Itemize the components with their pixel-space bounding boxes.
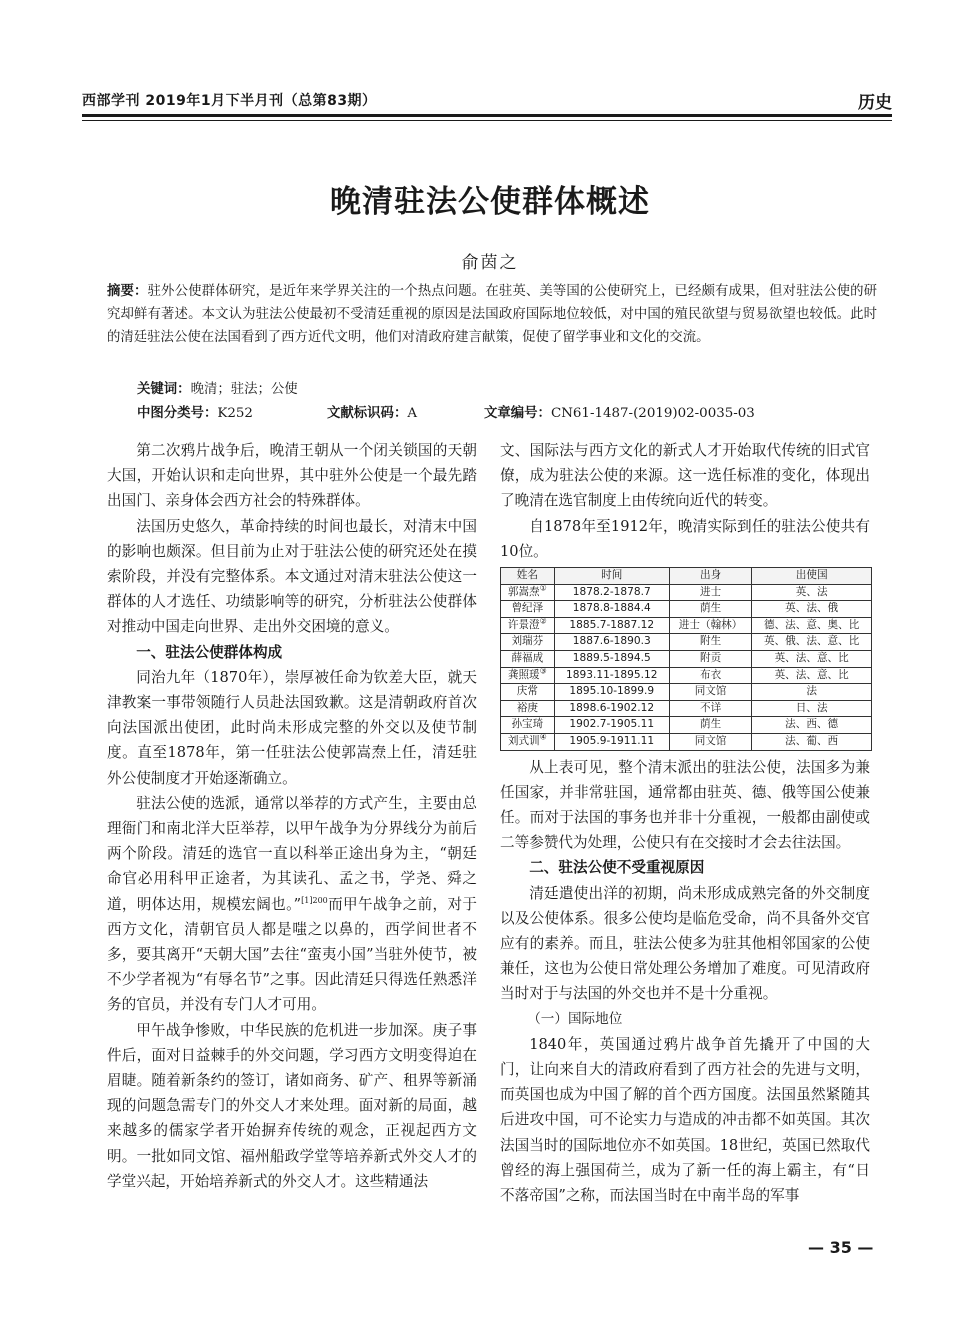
article-title: 晚清驻法公使群体概述 [330, 184, 650, 220]
clc-code: 中图分类号：K252 [137, 406, 253, 421]
right-column [500, 438, 870, 1208]
envoy-name: 刘瑞芬 [501, 634, 555, 651]
envoy-origin: 同文馆 [669, 733, 752, 750]
footnote-marker: ① [539, 583, 547, 593]
envoy-term: 1885.7-1887.12 [554, 617, 669, 634]
section-heading: 一、驻法公使群体构成 [136, 643, 283, 661]
abstract-text: 驻外公使群体研究，是近年来学界关注的一个热点问题。在驻英、美等国的公使研究上，已经颇有成果，但对驻法公使的研究却鲜有著述。本文认为驻法公使最初不受清廷重视的原因是法国政府国际地位较低，对中国的殖民欲望与贸易欲望也较低。此时的清廷驻法公使在法国看到了西方近代文明，他们对清政府建言献策，促使了留学事业和文化的交流。 [107, 284, 878, 345]
envoy-name: 刘式训④ [501, 733, 555, 750]
keywords-label: 关键词： [137, 382, 191, 397]
envoy-origin: 同文馆 [669, 684, 752, 701]
table-row [501, 700, 872, 717]
column-header: 出使国 [752, 568, 872, 585]
envoy-table [500, 567, 872, 751]
envoy-term: 1889.5-1894.5 [554, 650, 669, 667]
article-number: 文章编号：CN61-1487-(2019)02-0035-03 [484, 406, 755, 421]
keywords-text: 晚清；驻法；公使 [190, 382, 298, 397]
envoy-term: 1878.2-1878.7 [554, 584, 669, 601]
section-name: 历史 [858, 93, 892, 113]
doc-code: 文献标识码：A [327, 406, 418, 421]
table-row [501, 617, 872, 634]
paragraph: 第二次鸦片战争后，晚清王朝从一个闭关锁国的天朝大国，开始认识和走向世界，其中驻外公使是一个最先踏出国门、亲身体会西方社会的特殊群体。 [107, 442, 477, 510]
paragraph: 从上表可见，整个清末派出的驻法公使，法国多为兼任国家，并非常驻国，通常都由驻英、德、俄等国公使兼任。而对于法国的事务也并非十分重视，一般都由副使或二等参赞代为处理，公使只有在交接时才会去往法国。 [500, 758, 870, 852]
abstract-label: 摘要： [107, 284, 148, 299]
envoy-term: 1898.6-1902.12 [554, 700, 669, 717]
paragraph: 驻法公使的选派，通常以举荐的方式产生，主要由总理衙门和南北洋大臣举荐，以甲午战争为分界线分为前后两个阶段。清廷的选官一直以科举正途出身为主，“朝廷命官必用科甲正途者，为其读孔、孟之书，学尧、舜之道，明体达用，规模宏阔也。”$^{[1]200}$而甲午战争之前，对于西方文化，清朝官员人都是嗤之以鼻的，西学间世者不多，要其离开“天朝大国”去往“蛮夷小国”当驻外使节，被不少学者视为“有辱名节”之事。因此清廷只得选任熟悉洋务的官员，并没有专门人才可用。 [107, 794, 477, 1014]
envoy-term: 1902.7-1905.11 [554, 717, 669, 734]
table-header-row [501, 568, 872, 585]
footnote-marker: ③ [539, 666, 547, 676]
envoy-origin: 荫生 [669, 601, 752, 618]
page-number: — 35 — [808, 1238, 874, 1257]
envoy-origin: 附生 [669, 634, 752, 651]
running-header [82, 88, 892, 114]
envoy-countries: 英、法 [752, 584, 872, 601]
header-rule [82, 114, 892, 117]
paragraph: 法国历史悠久，革命持续的时间也最长，对清末中国的影响也颇深。但目前为止对于驻法公使的研究还处在摸索阶段，并没有完整体系。本文通过对清末驻法公使这一群体的人才选任、功绩影响等的研究，分析驻法公使群体对推动中国走向世界、走出外交困境的意义。 [107, 517, 477, 636]
paragraph: 同治九年（1870年），崇厚被任命为钦差大臣，就天津教案一事带领随行人员赴法国致歉。这是清朝政府首次向法国派出使团，此时尚未形成完整的外交以及使节制度。直至1878年，第一任驻法公使郭嵩焘上任，清廷驻外公使制度才开始逐渐确立。 [107, 668, 477, 787]
table-row [501, 667, 872, 684]
envoy-origin: 布衣 [669, 667, 752, 684]
table-row [501, 634, 872, 651]
envoy-countries: 日、法 [752, 700, 872, 717]
envoy-term: 1887.6-1890.3 [554, 634, 669, 651]
paragraph: 甲午战争惨败，中华民族的危机进一步加深。庚子事件后，面对日益棘手的外交问题，学习西方文明变得迫在眉睫。随着新条约的签订，诸如商务、矿产、租界等新涌现的问题急需专门的外交人才来处理。面对新的局面，越来越多的儒家学者开始摒弃传统的观念，正视起西方文明。一批如同文馆、福州船政学堂等培养新式外交人才的学堂兴起，开始培养新式的外交人才。这些精通法 [107, 1021, 477, 1190]
envoy-countries: 英、法、俄 [752, 601, 872, 618]
envoy-countries: 英、法、意、比 [752, 667, 872, 684]
envoy-name: 郭嵩焘① [501, 584, 555, 601]
envoy-name: 孙宝琦 [501, 717, 555, 734]
envoy-countries: 法、西、德 [752, 717, 872, 734]
left-column [107, 438, 477, 1194]
author-name: 俞茵之 [461, 253, 519, 273]
journal-issue: 西部学刊 2019年1月下半月刊（总第83期） [82, 93, 377, 109]
table-row [501, 733, 872, 750]
section-heading: 二、驻法公使不受重视原因 [529, 859, 705, 877]
footnote-marker: ② [539, 616, 547, 626]
paragraph: 文、国际法与西方文化的新式人才开始取代传统的旧式官僚，成为驻法公使的来源。这一选任标准的变化，体现出了晚清在选官制度上由传统向近代的转变。 [500, 442, 870, 510]
envoy-countries: 英、法、意、比 [752, 650, 872, 667]
paragraph: 1840年，英国通过鸦片战争首先撬开了中国的大门，让向来自大的清政府看到了西方社会的先进与文明，而英国也成为中国了解的首个西方国度。法国虽然紧随其后进攻中国，可不论实力与造成的冲击都不如英国。其次法国当时的国际地位亦不如英国。18世纪，英国已然取代曾经的海上强国荷兰，成为了新一任的海上霸主，有“日不落帝国”之称，而法国当时在中南半岛的军事 [500, 1035, 870, 1204]
envoy-origin: 进士（翰林） [669, 617, 752, 634]
envoy-term: 1895.10-1899.9 [554, 684, 669, 701]
keywords [137, 378, 298, 397]
table-row [501, 601, 872, 618]
envoy-term: 1893.11-1895.12 [554, 667, 669, 684]
envoy-countries: 法、葡、西 [752, 733, 872, 750]
table-row [501, 650, 872, 667]
envoy-countries: 德、法、意、奥、比 [752, 617, 872, 634]
column-header: 出身 [669, 568, 752, 585]
footnote-marker: ④ [539, 732, 547, 742]
envoy-term: 1878.8-1884.4 [554, 601, 669, 618]
column-header: 姓名 [501, 568, 555, 585]
envoy-name: 庆常 [501, 684, 555, 701]
table-row [501, 717, 872, 734]
envoy-name: 龚照瑗③ [501, 667, 555, 684]
envoy-countries: 法 [752, 684, 872, 701]
header-rule-thin [82, 120, 892, 121]
column-header: 时间 [554, 568, 669, 585]
envoy-name: 许景澄② [501, 617, 555, 634]
envoy-name: 薛福成 [501, 650, 555, 667]
subsection-heading: （一）国际地位 [527, 1010, 623, 1027]
envoy-origin: 进士 [669, 584, 752, 601]
table-row [501, 584, 872, 601]
envoy-name: 裕庚 [501, 700, 555, 717]
paragraph: 自1878年至1912年，晚清实际到任的驻法公使共有10位。 [500, 517, 870, 560]
envoy-countries: 英、俄、法、意、比 [752, 634, 872, 651]
citation: [1]200 [301, 895, 328, 905]
envoy-origin: 荫生 [669, 717, 752, 734]
envoy-origin: 不详 [669, 700, 752, 717]
envoy-origin: 附贡 [669, 650, 752, 667]
envoy-name: 曾纪泽 [501, 601, 555, 618]
table-row [501, 684, 872, 701]
envoy-term: 1905.9-1911.11 [554, 733, 669, 750]
paragraph: 清廷遣使出洋的初期，尚未形成成熟完备的外交制度以及公使体系。很多公使均是临危受命，尚不具备外交官应有的素养。而且，驻法公使多为驻其他相邻国家的公使兼任，这也为公使日常处理公务增加了难度。可见清政府当时对于与法国的外交也并不是十分重视。 [500, 884, 870, 1003]
abstract [107, 280, 877, 349]
